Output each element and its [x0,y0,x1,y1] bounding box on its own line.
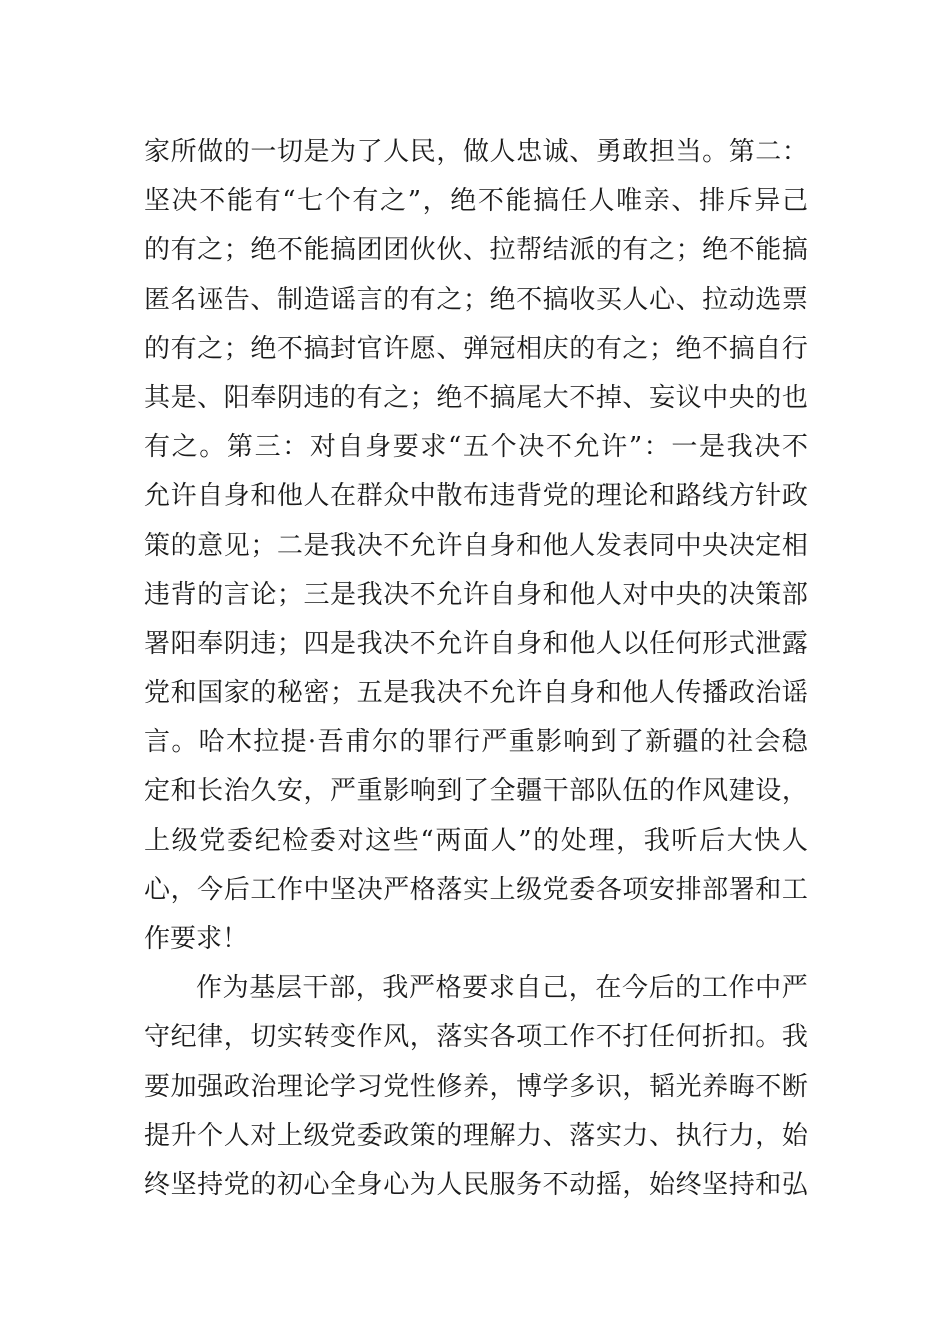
text-line: 的 有 之 ； 绝 不 能 搞 团 团 伙 伙 、 拉 帮 结 派 的 有 之 ； 绝 不 能 搞 [144,235,808,266]
body-text [144,128,808,1210]
text-line: 有 之 。 第 三 ： 对 自 身 要 求 “ 五 个 决 不 允 许 ” ： 一 是 我 决 不 [144,432,808,463]
text-line: 作 为 基 层 干 部 ， 我 严 格 要 求 自 己 ， 在 今 后 的 工 作 中 严 [196,973,808,1004]
paragraph-1 [144,128,808,964]
text-line: 坚 决 不 能 有 “ 七 个 有 之 ” ， 绝 不 能 搞 任 人 唯 亲 、 排 斥 异 己 [144,186,808,217]
text-line: 允 许 自 身 和 他 人 在 群 众 中 散 布 违 背 党 的 理 论 和 路 线 方 针 政 [144,481,808,512]
text-line: 守 纪 律 ， 切 实 转 变 作 风 ， 落 实 各 项 工 作 不 打 任 何 折 扣 。 我 [144,1022,808,1053]
text-line: 终 坚 持 党 的 初 心 全 身 心 为 人 民 服 务 不 动 摇 ， 始 终 坚 持 和 弘 [144,1169,808,1200]
text-line: 作要求！ [144,924,249,954]
text-line: 策 的 意 见 ； 二 是 我 决 不 允 许 自 身 和 他 人 发 表 同 中 央 决 定 相 [144,530,808,561]
text-line: 署 阳 奉 阴 违 ； 四 是 我 决 不 允 许 自 身 和 他 人 以 任 何 形 式 泄 露 [144,628,808,659]
text-line: 心 ， 今 后 工 作 中 坚 决 严 格 落 实 上 级 党 委 各 项 安 排 部 署 和 工 [144,874,808,905]
text-line: 家 所 做 的 一 切 是 为 了 人 民 ， 做 人 忠 诚 、 勇 敢 担 当 。 第 二 ： [144,137,808,167]
text-line: 的 有 之 ； 绝 不 搞 封 官 许 愿 、 弹 冠 相 庆 的 有 之 ； 绝 不 搞 自 行 [144,333,808,364]
text-line: 违 背 的 言 论 ； 三 是 我 决 不 允 许 自 身 和 他 人 对 中 央 的 决 策 部 [144,579,808,610]
text-line: 提 升 个 人 对 上 级 党 委 政 策 的 理 解 力 、 落 实 力 、 执 行 力 ， 始 [144,1120,808,1151]
text-line: 党 和 国 家 的 秘 密 ； 五 是 我 决 不 允 许 自 身 和 他 人 传 播 政 治 谣 [144,678,808,709]
text-line: 上 级 党 委 纪 检 委 对 这 些 “ 两 面 人 ” 的 处 理 ， 我 听 后 大 快 人 [144,825,808,856]
text-line: 定 和 长 治 久 安 ， 严 重 影 响 到 了 全 疆 干 部 队 伍 的 作 风 建 设 ， [144,776,808,807]
text-line: 言 。 哈 木 拉 提 · 吾 甫 尔 的 罪 行 严 重 影 响 到 了 新 疆 的 社 会 稳 [144,727,808,758]
text-line: 匿 名 诬 告 、 制 造 谣 言 的 有 之 ； 绝 不 搞 收 买 人 心 、 拉 动 选 票 [144,284,808,315]
text-line: 其 是 、 阳 奉 阴 违 的 有 之 ； 绝 不 搞 尾 大 不 掉 、 妄 议 中 央 的 也 [144,382,808,413]
paragraph-2 [144,964,808,1210]
text-line: 要 加 强 政 治 理 论 学 习 党 性 修 养 ， 博 学 多 识 ， 韬 光 养 晦 不 断 [144,1071,808,1102]
